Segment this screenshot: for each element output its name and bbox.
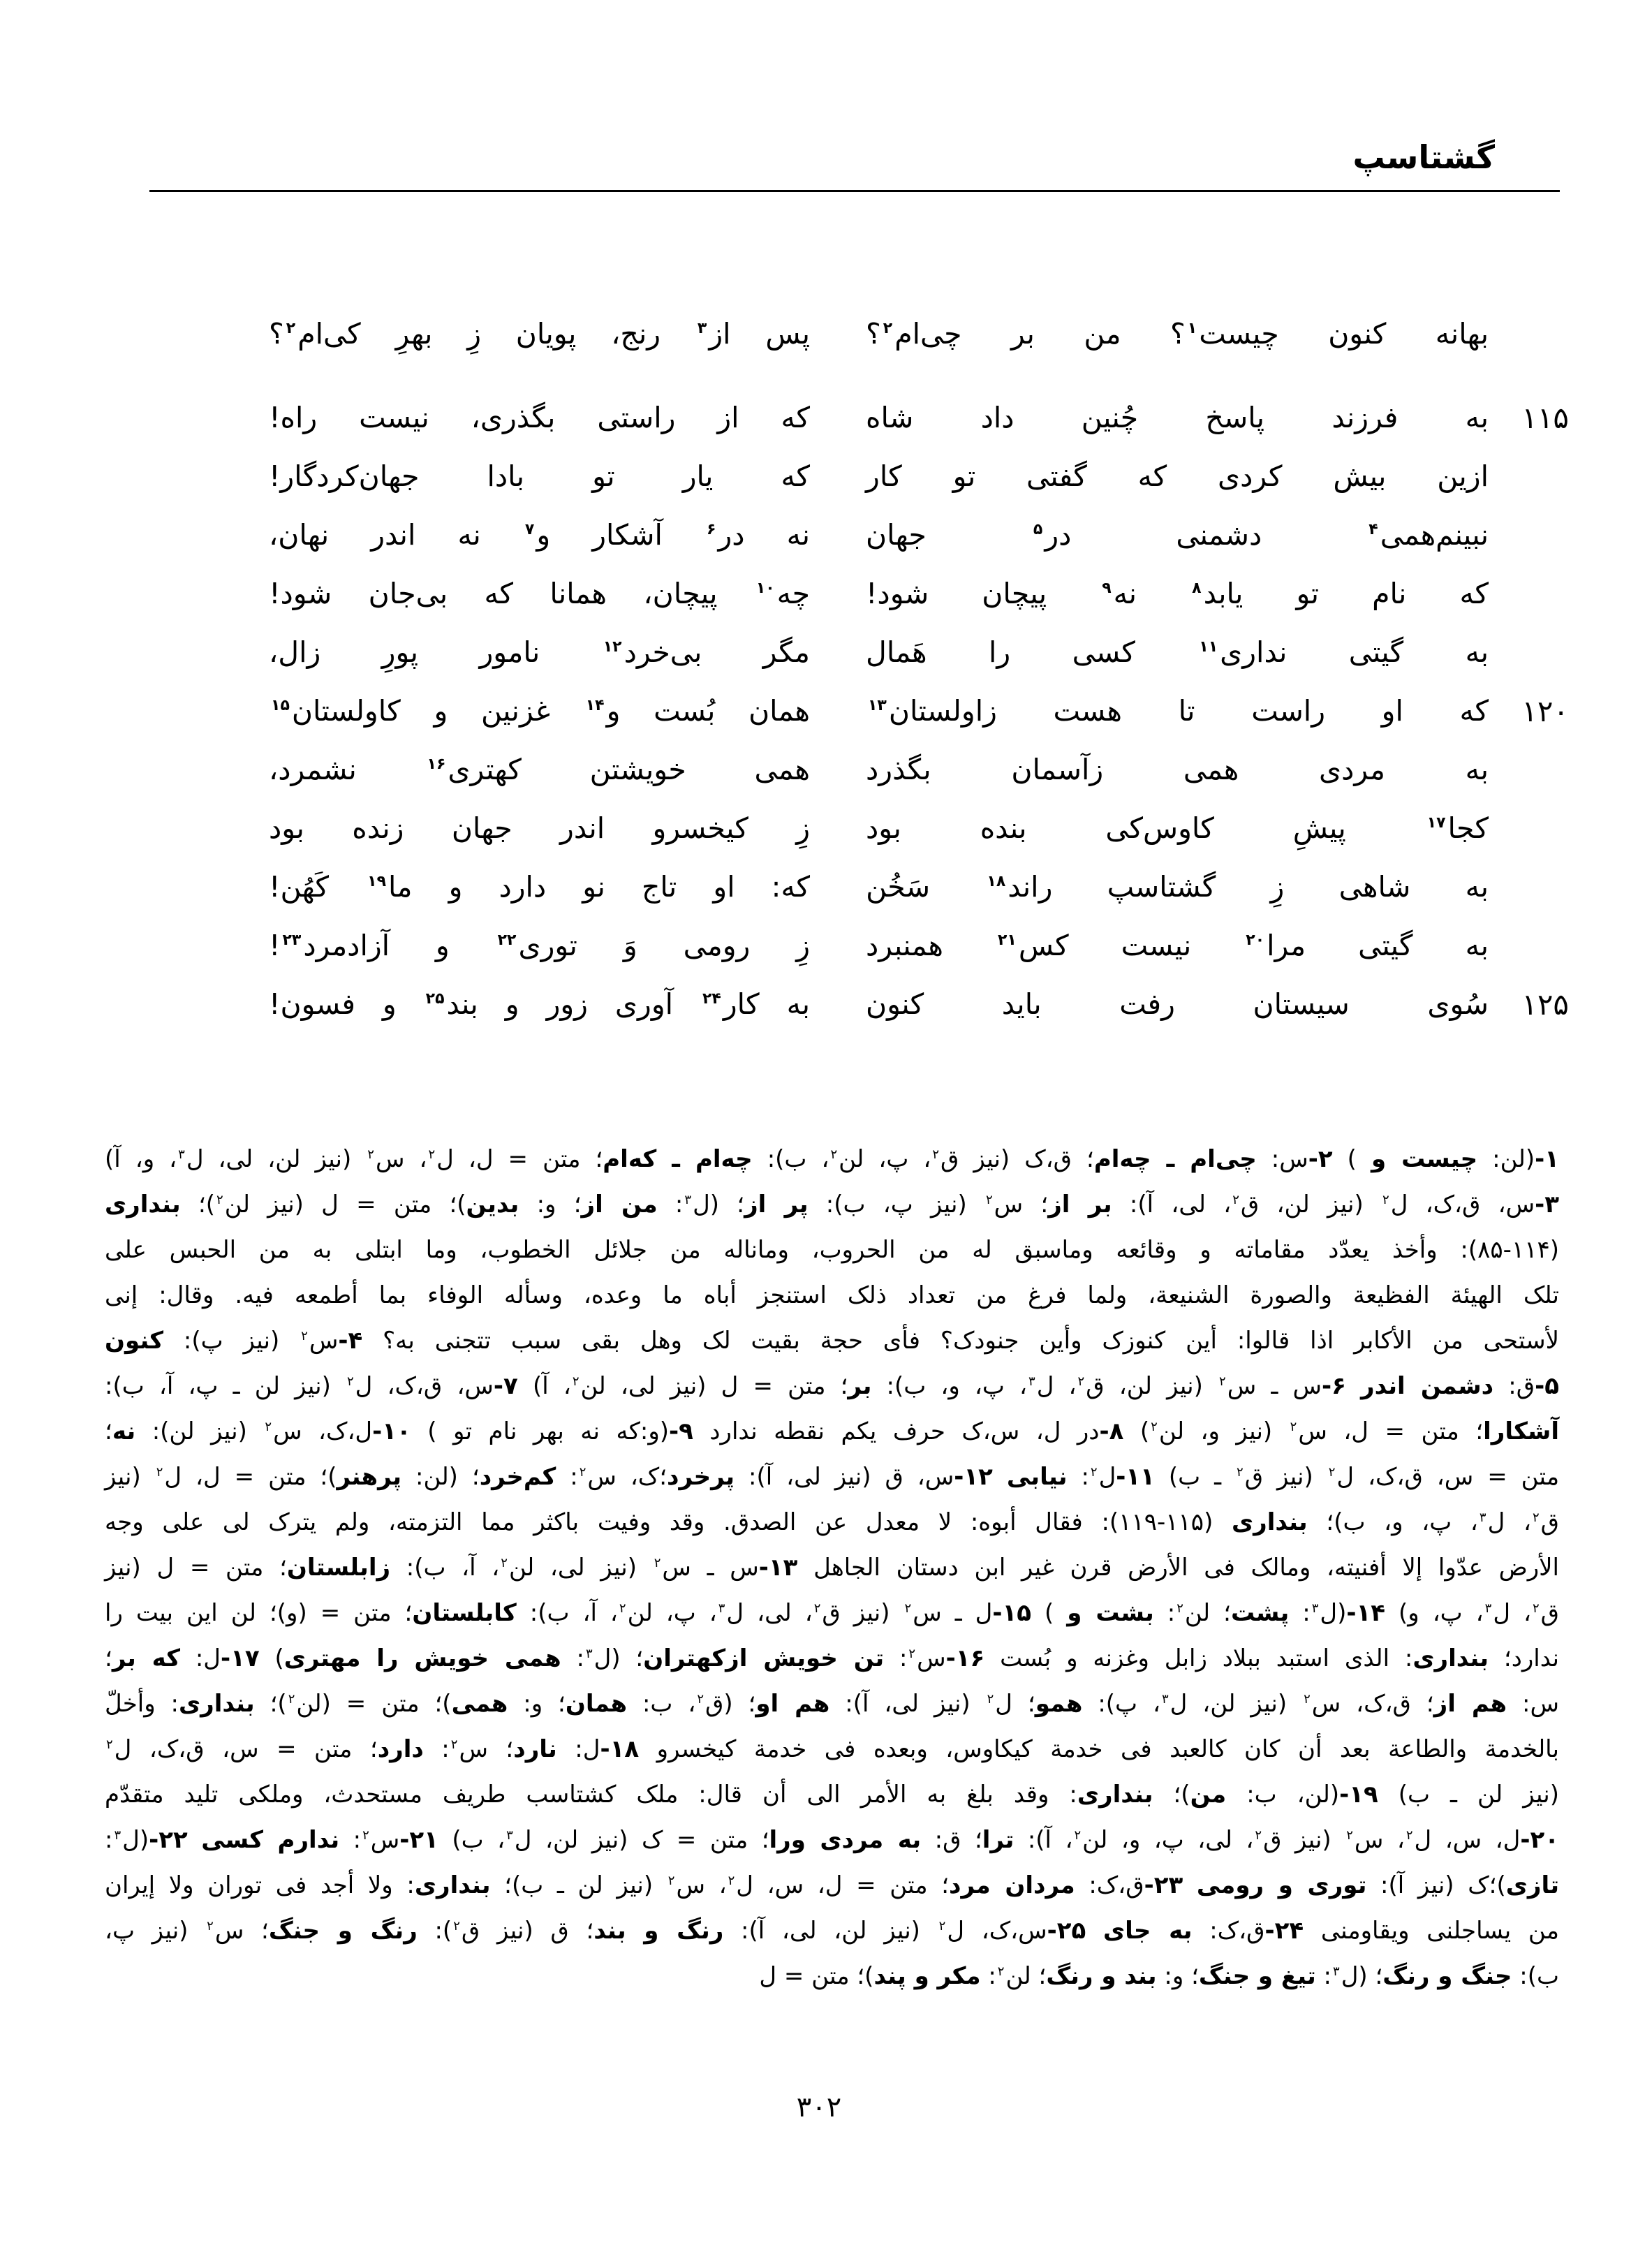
- verse-word: جهان‌کردگار!: [269, 459, 420, 493]
- hemistich-left: [269, 459, 810, 493]
- footnote-marker: ۲: [286, 320, 296, 338]
- verse-word: به: [1465, 929, 1489, 962]
- hemistich-left: [269, 753, 810, 786]
- verse-word: کجا$^{۱۷}$: [1426, 811, 1489, 845]
- verse-word: او: [1381, 694, 1403, 728]
- footnote-marker: ۱: [1187, 320, 1197, 338]
- verse-row: [269, 623, 1569, 682]
- verse-word: من: [1084, 317, 1121, 351]
- verse-word: که:: [771, 870, 810, 904]
- verse-word: آشکار: [592, 518, 663, 552]
- hemistich-left: [269, 518, 810, 552]
- footnote-marker: ۳: [1479, 1510, 1486, 1525]
- footnote-marker: ۲: [1304, 1691, 1311, 1707]
- verse-word: نشمرد،: [269, 753, 357, 786]
- verse-number: ۱۱۵: [1521, 400, 1569, 435]
- footnote-marker: ۲: [428, 1147, 436, 1162]
- verse-word: کنون: [1328, 317, 1387, 351]
- hemistich-left: [269, 694, 810, 728]
- footnote-marker: ۲: [986, 1192, 993, 1207]
- verse-word: آوری: [614, 987, 674, 1021]
- verse-word: وَ: [623, 929, 637, 962]
- verse-word: گشتاسپ: [1107, 870, 1216, 904]
- verse-word: کار$^{۲۴}$: [702, 987, 760, 1021]
- verse-row: [269, 304, 1569, 363]
- hemistich-right: [866, 753, 1489, 786]
- verse-word: زِ: [1270, 870, 1285, 904]
- footnote-marker: ۲: [1382, 1192, 1389, 1207]
- verse-word: بود: [866, 811, 901, 845]
- verse-word: زاولستان$^{۱۳}$: [868, 694, 997, 728]
- footnote-marker: ۲: [207, 1918, 214, 1934]
- verse-word: ازین: [1437, 459, 1489, 493]
- footnote-marker: ۲: [904, 1600, 912, 1616]
- verse-row: [269, 740, 1569, 799]
- verse-word: چُنین: [1081, 401, 1139, 434]
- verse-word: و: [434, 694, 448, 728]
- footnote-marker: ۲۴: [702, 990, 721, 1008]
- footnote-marker: ۲: [106, 1737, 113, 1752]
- verse-word: رفت: [1119, 987, 1175, 1021]
- hemistich-right: [866, 811, 1489, 845]
- verse-word: و$^{۱۴}$: [585, 694, 621, 728]
- verse-word: پیچان: [982, 577, 1047, 610]
- verse-word: به: [1465, 870, 1489, 904]
- hemistich-left: [269, 401, 810, 434]
- verse-word: شاه: [866, 401, 914, 434]
- verse-word: رنج،: [611, 317, 661, 351]
- verse-word: راستی: [597, 401, 676, 434]
- verse-word: سیستان: [1253, 987, 1350, 1021]
- verse-word: به: [1465, 753, 1489, 786]
- footnote-marker: ۲: [501, 1555, 508, 1570]
- verse-word: او: [713, 870, 735, 904]
- verse-word: پیشِ: [1292, 811, 1346, 845]
- footnote-line: ۳-س، ق،ک، ل$^۲$ (نیز لن، ق$^۲$، لی، آ): بر از؛ س$^۲$ (نیز پ، ب): پر از؛ (ل$^۳$: من از؛ و: بدین)؛ متن = ل (نیز لن$^۲$)؛ بنداری: [105, 1191, 1560, 1218]
- verse-word: بی‌خرد$^{۱۲}$: [603, 635, 702, 669]
- verse-word: نیست: [359, 401, 429, 434]
- verse-word: کاولستان$^{۱۵}$: [271, 694, 401, 728]
- verse-word: فرزند: [1331, 401, 1399, 434]
- hemistich-left: [269, 317, 810, 351]
- verse-word: که: [781, 459, 810, 493]
- verse-word: هست: [1053, 694, 1122, 728]
- footnote-marker: ۲: [728, 1873, 735, 1888]
- verse-row: [269, 975, 1569, 1033]
- verse-row: [269, 857, 1569, 916]
- hemistich-left: [269, 577, 810, 610]
- footnote-marker: ۲: [697, 1691, 704, 1707]
- footnote-marker: ۹: [1102, 580, 1112, 598]
- footnote-marker: ۲۰: [1246, 932, 1265, 950]
- verse-word: راست: [1251, 694, 1325, 728]
- verse-word: بی‌جان: [368, 577, 448, 610]
- footnote-marker: ۲: [1532, 1510, 1540, 1525]
- footnote-marker: ۲: [1405, 1827, 1413, 1843]
- verse-word: کیخسرو: [652, 811, 748, 845]
- verse-word: بود: [269, 811, 304, 845]
- footnote-marker: ۲: [347, 1374, 354, 1389]
- hemistich-right: [866, 518, 1489, 552]
- verse-word: شود!: [866, 577, 929, 610]
- verse-word: نبینم‌همی$^۴$: [1368, 518, 1489, 552]
- footnote-marker: ۴: [1368, 521, 1378, 539]
- footnote-marker: ۳: [1484, 1600, 1492, 1616]
- footnote-marker: ۲: [572, 1374, 580, 1389]
- verse-word: کردی: [1218, 459, 1283, 493]
- verse-word: راه!: [269, 401, 318, 434]
- footnote-marker: ۲: [908, 1646, 916, 1661]
- verse-word: تو: [952, 459, 976, 493]
- verse-word: گیتی: [1358, 929, 1413, 962]
- verse-word: یار: [682, 459, 714, 493]
- verse-word: چیست$^۱$؟: [1170, 317, 1279, 351]
- verse-word: سُوی: [1427, 987, 1489, 1021]
- verse-word: بنده: [980, 811, 1027, 845]
- verse-word: از$^۳$: [697, 317, 731, 351]
- verse-word: پیچان،: [643, 577, 718, 610]
- verse-word: فسون!: [269, 987, 355, 1021]
- footnote-marker: ۲: [453, 1918, 460, 1934]
- footnote-marker: ۲: [1090, 1464, 1098, 1480]
- verse-word: نهان،: [269, 518, 330, 552]
- hemistich-right: [866, 317, 1489, 351]
- footnote-line: متن = س، ق،ک، ل$^۲$ (نیز ق$^۲$ ـ ب) ۱۱-ل$^۲$: نیابی ۱۲-س، ق (نیز لی، آ): پرخرد؛ک، س$^۲$: کم‌خرد؛ (لن: پرهنر)؛ متن = ل، ل$^۲$ (نیز: [105, 1463, 1560, 1491]
- verse-word: شاهی: [1338, 870, 1411, 904]
- verse-word: نه: [457, 518, 481, 552]
- verse-word: بیش: [1333, 459, 1387, 493]
- verse-word: گیتی: [1348, 635, 1404, 669]
- footnote-marker: ۳: [697, 320, 707, 338]
- verse-word: پویان: [515, 317, 577, 351]
- footnote-line: ق$^۲$، ل$^۳$، پ، و) ۱۴-(ل$^۳$: پشت؛ لن$^۲$: بشت و ) ۱۵-ل ـ س$^۲$ (نیز ق$^۲$، لی، ل$^۳$، پ، لن$^۲$، آ، ب): کابلستان؛ متن = (و)؛ لن این بیت را: [105, 1599, 1560, 1627]
- verse-word: غزنین: [480, 694, 551, 728]
- verse-word: مردی: [1319, 753, 1385, 786]
- verse-word: اندر: [371, 518, 416, 552]
- footnote-marker: ۲: [362, 1827, 369, 1843]
- footnote-line: آشکارا؛ متن = ل، س$^۲$ (نیز و، لن$^۲$) ۸-در ل، س،ک حرف یکم نقطه ندارد ۹-(و:که نه بهر نام تو ) ۱۰-ل،ک، س$^۲$ (نیز لن): نه؛: [105, 1418, 1559, 1445]
- verse-word: و: [382, 987, 397, 1021]
- verse-row: [269, 682, 1569, 740]
- hemistich-left: [269, 811, 810, 845]
- verse-word: به: [786, 987, 810, 1021]
- verse-word: بند$^{۲۵}$: [425, 987, 478, 1021]
- footnote-marker: ۱۵: [271, 697, 290, 715]
- footnote-line: ۲۰-ل، س، ل$^۲$، س$^۲$ (نیز ق$^۲$، لی، پ، و، لن$^۲$، آ): ترا؛ ق: به مردی ورا؛ متن = ک (نیز لن، ل$^۳$، ب) ۲۱-س$^۲$: ندارم کسی ۲۲-(ل$^۳$:: [105, 1826, 1560, 1854]
- footnote-marker: ۸: [1192, 580, 1202, 598]
- verse-word: دشمنی: [1176, 518, 1262, 552]
- verse-word: ما$^{۱۹}$: [367, 870, 413, 904]
- hemistich-right: [866, 870, 1489, 904]
- footnote-line: لأستحی من الأکابر اذا قالوا: أین کنوزک وأین جنودک؟ فأی حجة بقیت لک وهل بقی سبب تتجنی به؟ ۴-س$^۲$ (نیز پ): کنون: [105, 1327, 1559, 1355]
- verse-word: آزادمرد$^{۲۳}$!: [269, 929, 390, 962]
- footnote-marker: ۲: [883, 320, 893, 338]
- verse-word: بر: [1010, 317, 1035, 351]
- verse-word: داد: [980, 401, 1014, 434]
- verse-word: که: [781, 401, 810, 434]
- verse-word: که: [1137, 459, 1167, 493]
- footnote-marker: ۵: [1033, 521, 1043, 539]
- footnote-marker: ۲: [367, 1147, 374, 1162]
- footnote-line: (نیز لن ـ ب) ۱۹-(لن، ب: من)؛ بنداری: وقد بلغ به الأمر الی أن قال: ملک کشتاسب طریف مستحدث، وملکی تلید متقدّم: [105, 1781, 1559, 1809]
- verse-word: که: [484, 577, 513, 610]
- verse-word: تا: [1178, 694, 1195, 728]
- footnote-marker: ۲: [265, 1419, 272, 1434]
- footnote-marker: ۱۳: [868, 697, 887, 715]
- verse-word: دارد: [499, 870, 547, 904]
- verse-word: در$^۶$: [707, 518, 745, 552]
- verse-word: تو: [1296, 577, 1320, 610]
- verse-word: کاوس‌کی: [1105, 811, 1214, 845]
- verse-word: کهتری$^{۱۶}$: [427, 753, 522, 786]
- footnote-marker: ۷: [524, 521, 535, 539]
- verse-word: بهرِ: [395, 317, 433, 351]
- footnote-line: الأرض عدّوا إلا أفنیته، ومالک فی الأرض قرن غیر ابن دستان الجاهل ۱۳-س ـ س$^۲$ (نیز لی، لن$^۲$، آ، ب): زابلستان؛ متن = ل (نیز: [105, 1554, 1559, 1582]
- footnote-marker: ۱۱: [1199, 638, 1218, 656]
- verse-word: و$^۷$: [524, 518, 551, 552]
- footnote-marker: ۲: [156, 1464, 163, 1480]
- footnote-line: س: هم از؛ ق،ک، س$^۲$ (نیز لن، ل$^۳$، پ): همو؛ ل$^۲$ (نیز لی، آ): هم او؛ (ق$^۲$، ب: همان؛ و: همی)؛ متن = (لن$^۲$)؛ بنداری: وأخلّ: [105, 1690, 1559, 1718]
- footnotes-section: [105, 1137, 1559, 1999]
- header-rule: [149, 190, 1560, 192]
- verse-row: [269, 564, 1569, 623]
- footnote-marker: ۱۸: [987, 873, 1006, 891]
- footnote-marker: ۲: [1074, 1827, 1082, 1843]
- footnote-marker: ۲۱: [997, 932, 1017, 950]
- footnote-marker: ۱۴: [585, 697, 605, 715]
- footnote-marker: ۲۳: [282, 932, 302, 950]
- verse-word: تاج: [641, 870, 677, 904]
- verse-row: [269, 799, 1569, 857]
- verse-word: را: [989, 635, 1011, 669]
- verse-number: ۱۲۵: [1521, 987, 1569, 1022]
- verse-word: نامور: [479, 635, 540, 669]
- hemistich-left: [269, 987, 810, 1021]
- verse-word: و: [505, 987, 519, 1021]
- verse-word: کی‌ام$^۲$؟: [269, 317, 361, 351]
- hemistich-right: [866, 577, 1489, 610]
- verse-word: اندر: [560, 811, 605, 845]
- verse-word: همنبرد: [866, 929, 943, 962]
- footnote-marker: ۲: [830, 1147, 838, 1162]
- footnote-marker: ۲: [1232, 1192, 1239, 1207]
- footnote-marker: ۲۲: [497, 932, 517, 950]
- footnote-line: بالخدمة والطاعة بعد أن کان کالعبد فی خدمة کیکاوس، وبعده فی خدمة کیخسرو ۱۸-ل: نارد؛ س$^۲$: دارد؛ متن = س، ق،ک، ل$^۲$: [106, 1735, 1560, 1763]
- footnote-marker: ۱۰: [755, 580, 775, 598]
- running-header-title: گشتاسپ: [1352, 138, 1495, 176]
- footnote-marker: ۲: [450, 1737, 458, 1752]
- verse-word: از: [717, 401, 739, 434]
- verse-word: چه$^{۱۰}$: [755, 577, 810, 610]
- footnote-line: ب): جنگ و رنگ؛ (ل$^۳$: تیغ و جنگ؛ و: بند و رنگ؛ لن$^۲$: مکر و پند)؛ متن = ل: [759, 1962, 1559, 1990]
- verse-word: پس: [765, 317, 810, 351]
- verse-word: نه: [786, 518, 810, 552]
- footnote-marker: ۲۵: [425, 990, 445, 1008]
- verse-word: پاسخ: [1205, 401, 1265, 434]
- footnote-marker: ۲: [667, 1873, 675, 1888]
- verse-word: راند$^{۱۸}$: [987, 870, 1053, 904]
- verse-word: بادا: [487, 459, 525, 493]
- footnote-marker: ۲: [1532, 1600, 1540, 1616]
- footnote-marker: ۲: [216, 1192, 223, 1207]
- footnote-line: من یساجلنی ویقاومنی ۲۴-ق،ک: به جای ۲۵-س،ک، ل$^۲$ (نیز لن، لی، آ): رنگ و بند؛ ق (نیز ق$^۲$): رنگ و جنگ؛ س$^۲$ (نیز پ،: [105, 1917, 1560, 1945]
- footnote-marker: ۳: [1311, 1600, 1319, 1616]
- verse-row: [269, 506, 1569, 564]
- verse-word: زآسمان: [1011, 753, 1104, 786]
- verse-row: [269, 916, 1569, 975]
- verse-word: نیست: [1121, 929, 1192, 962]
- verse-word: توری$^{۲۲}$: [497, 929, 577, 962]
- hemistich-right: [866, 929, 1489, 962]
- hemistich-left: [269, 635, 810, 669]
- verse-word: در$^۵$: [1033, 518, 1072, 552]
- hemistich-right: [866, 459, 1489, 493]
- footnote-marker: ۲: [1237, 1464, 1244, 1480]
- verse-word: جهان: [451, 811, 512, 845]
- poem-section: [269, 304, 1569, 1033]
- verse-word: هَمال: [866, 635, 927, 669]
- footnote-marker: ۲: [813, 1600, 821, 1616]
- footnote-marker: ۲: [987, 1691, 994, 1707]
- footnote-marker: ۲: [1219, 1374, 1226, 1389]
- verse-word: نداری$^{۱۱}$: [1199, 635, 1287, 669]
- verse-word: باید: [1001, 987, 1042, 1021]
- verse-word: نه$^۹$: [1102, 577, 1137, 610]
- verse-word: به: [1465, 401, 1489, 434]
- footnote-line: تلک الهیئة الفظیعة والصورة الشنیعة، ولما فرغ من تعداد ذلک استنجز أباه ما وعده، وسأله الوفاء بما أطمعه فیه. وقال: إنی: [105, 1281, 1559, 1309]
- verse-word: به: [1465, 635, 1489, 669]
- footnote-marker: ۲: [654, 1555, 661, 1570]
- verse-word: همی: [754, 753, 810, 786]
- footnote-line: تازی)؛ک (نیز آ): توری و رومی ۲۳-ق،ک: مردان مرد؛ متن = ل، س، ل$^۲$، س$^۲$ (نیز لن ـ ب)؛ بنداری: ولا أجد فی توران ولا إیران: [105, 1871, 1560, 1899]
- footnote-marker: ۲: [1077, 1374, 1085, 1389]
- footnote-marker: ۳: [1333, 1964, 1340, 1979]
- verse-word: تو: [592, 459, 615, 493]
- footnote-marker: ۲: [619, 1600, 626, 1616]
- footnote-line: ۵-ق: دشمن اندر ۶-س ـ س$^۲$ (نیز لن، ق$^۲$، ل$^۳$، پ، و، ب): بر؛ متن = ل (نیز لی، لن$^۲$، آ) ۷-س، ق،ک، ل$^۲$ (نیز لن ـ پ، آ، ب):: [105, 1372, 1560, 1400]
- verse-word: پورِ: [381, 635, 419, 669]
- hemistich-right: [866, 694, 1489, 728]
- verse-word: بُست: [654, 694, 716, 728]
- verse-word: کَهُن!: [269, 870, 330, 904]
- verse-word: چی‌ام$^۲$؟: [866, 317, 962, 351]
- footnote-marker: ۲: [932, 1147, 940, 1162]
- footnote-marker: ۱۶: [427, 756, 446, 774]
- verse-number: ۱۲۰: [1521, 693, 1569, 728]
- footnote-marker: ۱۷: [1426, 814, 1446, 832]
- footnote-marker: ۳: [1028, 1374, 1035, 1389]
- verse-word: همی: [1183, 753, 1239, 786]
- verse-word: جهان: [866, 518, 927, 552]
- footnote-marker: ۲: [1151, 1419, 1158, 1434]
- verse-word: که: [1459, 577, 1489, 610]
- verse-word: شود!: [269, 577, 332, 610]
- verse-word: رومی: [683, 929, 751, 962]
- footnote-marker: ۲: [938, 1918, 946, 1934]
- verse-row: [269, 388, 1569, 447]
- footnote-marker: ۲: [1255, 1827, 1262, 1843]
- hemistich-right: [866, 635, 1489, 669]
- verse-word: زنده: [352, 811, 404, 845]
- footnote-marker: ۲: [1346, 1827, 1353, 1843]
- verse-word: سَخُن: [866, 870, 931, 904]
- verse-word: همانا: [549, 577, 607, 610]
- verse-word: بگذری،: [471, 401, 556, 434]
- verse-word: زور: [546, 987, 588, 1021]
- footnote-marker: ۲: [1290, 1419, 1297, 1434]
- verse-word: زِ: [796, 929, 810, 962]
- hemistich-right: [866, 401, 1489, 434]
- verse-word: و: [448, 870, 463, 904]
- verse-word: گفتی: [1026, 459, 1087, 493]
- verse-word: کسی: [1072, 635, 1135, 669]
- footnote-marker: ۳: [178, 1147, 185, 1162]
- footnote-marker: ۲: [1176, 1600, 1183, 1616]
- footnote-marker: ۱۹: [367, 873, 387, 891]
- verse-word: بهانه: [1435, 317, 1489, 351]
- footnote-marker: ۲: [301, 1328, 308, 1343]
- verse-word: کنون: [866, 987, 924, 1021]
- verse-word: یابد$^۸$: [1192, 577, 1244, 610]
- footnote-marker: ۶: [707, 521, 716, 539]
- verse-word: که: [1459, 694, 1489, 728]
- hemistich-left: [269, 870, 810, 904]
- footnote-marker: ۲: [997, 1964, 1005, 1979]
- verse-word: و: [435, 929, 450, 962]
- page-number: ۳۰۲: [796, 2091, 842, 2123]
- footnote-marker: ۳: [114, 1827, 121, 1843]
- verse-word: زِ: [796, 811, 810, 845]
- footnote-line: ق$^۲$، ل$^۳$، پ، و، ب)؛ بنداری (۱۱۵-۱۱۹): فقال أبوه: لا معدل عن الصدق. وقد وفیت باکثر مما التزمته، ولم یترک لی علی وجه: [105, 1508, 1559, 1536]
- verse-word: زِ: [467, 317, 482, 351]
- verse-word: کار: [866, 459, 902, 493]
- verse-word: نام: [1372, 577, 1407, 610]
- verse-word: زال،: [269, 635, 321, 669]
- verse-word: مگر: [762, 635, 810, 669]
- footnote-marker: ۳: [1161, 1691, 1169, 1707]
- verse-word: کس$^{۲۱}$: [997, 929, 1069, 962]
- verse-word: همان: [748, 694, 810, 728]
- hemistich-left: [269, 929, 810, 962]
- footnote-line: ۱-(لن: چیست و ) ۲-س: چی‌ام ـ چه‌ام؛ ق،ک (نیز ق$^۲$، پ، لن$^۲$، ب): چه‌ام ـ که‌ام؛ متن = ل، ل$^۲$، س$^۲$ (نیز لن، لی، ل$^۳$، و، آ): [105, 1145, 1559, 1173]
- verse-word: خویشتن: [589, 753, 686, 786]
- verse-word: نو: [582, 870, 605, 904]
- footnote-marker: ۳: [684, 1192, 692, 1207]
- footnote-line: ندارد؛ بنداری: الذی استبد ببلاد زابل وغزنه و بُست ۱۶-س$^۲$: تن خویش ازکهتران؛ (ل$^۳$: همی خویش را مهتری) ۱۷-ل: که بر؛: [105, 1644, 1560, 1672]
- footnote-marker: ۲: [288, 1691, 295, 1707]
- verse-row: [269, 447, 1569, 506]
- footnote-line: (۸۵-۱۱۴): وأخذ یعدّد مقاماته و وقائعه وماسبق له من الحروب، وماناله من جلائل الخطوب، وما ابتلی به من الحبس علی: [105, 1236, 1559, 1264]
- footnote-marker: ۱۲: [603, 638, 622, 656]
- hemistich-right: [866, 987, 1489, 1021]
- footnote-marker: ۳: [506, 1827, 513, 1843]
- footnote-marker: ۲: [1328, 1464, 1336, 1480]
- verse-word: مرا$^{۲۰}$: [1246, 929, 1306, 962]
- verse-word: بگذرد: [866, 753, 931, 786]
- footnote-marker: ۲: [579, 1464, 586, 1480]
- footnote-marker: ۳: [585, 1646, 593, 1661]
- footnote-marker: ۳: [718, 1600, 725, 1616]
